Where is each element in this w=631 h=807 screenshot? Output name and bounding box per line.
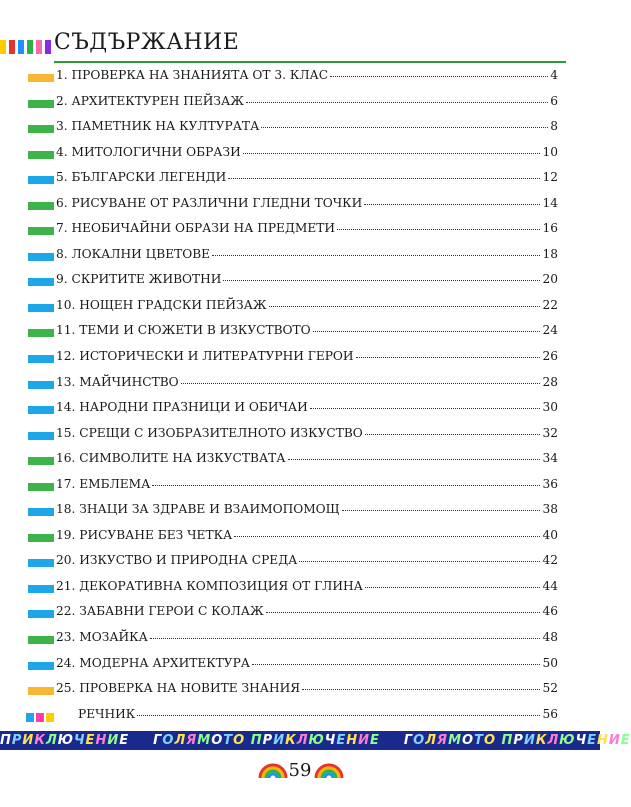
- toc-entry[interactable]: [0, 373, 600, 399]
- section-color-marker: [28, 406, 54, 414]
- section-color-marker: [28, 278, 54, 286]
- dot-leader: [313, 330, 541, 332]
- toc-entry-title: РЕЧНИК: [78, 706, 136, 721]
- toc-entry[interactable]: [0, 526, 600, 552]
- dot-leader: [288, 458, 541, 460]
- toc-entry-page: 38: [542, 502, 558, 517]
- toc-entry[interactable]: [0, 270, 600, 296]
- toc-entry-title: 13. МАЙЧИНСТВО: [56, 374, 179, 389]
- toc-entry[interactable]: [0, 449, 600, 475]
- color-stripe: [27, 40, 33, 54]
- toc-entry[interactable]: [0, 245, 600, 271]
- dot-leader: [243, 152, 541, 154]
- section-color-marker: [28, 687, 54, 695]
- toc-entry-page: 30: [542, 400, 558, 415]
- toc-entry-page: 34: [542, 451, 558, 466]
- dot-leader: [181, 382, 541, 384]
- toc-entry-page: 4: [550, 68, 558, 82]
- dot-leader: [150, 637, 541, 639]
- toc-entry[interactable]: [0, 117, 600, 143]
- dot-leader: [302, 688, 540, 690]
- toc-entry-page: 20: [542, 272, 558, 287]
- table-of-contents: [0, 66, 600, 730]
- toc-entry-title: 2. АРХИТЕКТУРЕН ПЕЙЗАЖ: [56, 93, 244, 108]
- page-footer: [0, 756, 600, 796]
- banner-word: ПРИКЛЮЧЕНИЕ: [0, 733, 130, 748]
- dot-leader: [234, 535, 540, 537]
- toc-entry-page: 36: [542, 476, 558, 491]
- toc-entry-title: 17. ЕМБЛЕМА: [56, 476, 151, 491]
- dot-leader: [228, 177, 540, 179]
- toc-entry-page: 40: [542, 527, 558, 542]
- dot-leader: [364, 203, 540, 205]
- toc-entry[interactable]: [0, 654, 600, 680]
- banner-word: ГОЛЯМОТО ПРИКЛЮЧЕНИЕ: [153, 733, 380, 748]
- toc-entry-page: 32: [542, 425, 558, 440]
- section-color-marker: [28, 559, 54, 567]
- toc-entry[interactable]: [0, 424, 600, 450]
- toc-entry-title: 12. ИСТОРИЧЕСКИ И ЛИТЕРАТУРНИ ГЕРОИ: [56, 349, 354, 364]
- section-color-marker: [28, 176, 54, 184]
- toc-entry[interactable]: [0, 577, 600, 603]
- toc-entry[interactable]: [0, 143, 600, 169]
- toc-entry[interactable]: [0, 321, 600, 347]
- toc-entry-page: 22: [542, 297, 558, 312]
- dot-leader: [261, 126, 548, 128]
- dot-leader: [252, 663, 540, 665]
- toc-entry-title: 21. ДЕКОРАТИВНА КОМПОЗИЦИЯ ОТ ГЛИНА: [56, 578, 363, 593]
- section-color-marker: [28, 227, 54, 235]
- toc-entry[interactable]: [0, 92, 600, 118]
- toc-entry-page: 42: [542, 553, 558, 568]
- dot-leader: [223, 279, 540, 281]
- section-color-marker: [28, 304, 54, 312]
- toc-entry-page: 44: [542, 578, 558, 593]
- section-color-marker: [28, 483, 54, 491]
- dot-leader: [246, 101, 548, 103]
- dot-leader: [365, 586, 541, 588]
- section-color-marker: [28, 329, 54, 337]
- toc-entry-page: 14: [542, 195, 558, 210]
- toc-entry[interactable]: [0, 705, 600, 731]
- toc-entry-title: 4. МИТОЛОГИЧНИ ОБРАЗИ: [56, 144, 241, 159]
- section-color-marker: [28, 534, 54, 542]
- rainbow-icon: [314, 760, 344, 778]
- dot-leader: [299, 560, 540, 562]
- toc-entry[interactable]: [0, 500, 600, 526]
- header-color-stripes: [0, 40, 51, 54]
- toc-entry-page: 24: [542, 323, 558, 338]
- section-color-marker: [28, 355, 54, 363]
- toc-entry-title: 25. ПРОВЕРКА НА НОВИТЕ ЗНАНИЯ: [56, 681, 301, 696]
- toc-entry-title: 18. ЗНАЦИ ЗА ЗДРАВЕ И ВЗАИМОПОМОЩ: [56, 502, 340, 517]
- toc-entry-title: 16. СИМВОЛИТЕ НА ИЗКУСТВАТА: [56, 451, 286, 466]
- dot-leader: [342, 509, 541, 511]
- toc-entry-title: 6. РИСУВАНЕ ОТ РАЗЛИЧНИ ГЛЕДНИ ТОЧКИ: [56, 195, 363, 210]
- page-title: СЪДЪРЖАНИЕ: [54, 30, 240, 55]
- toc-entry-title: 20. ИЗКУСТВО И ПРИРОДНА СРЕДА: [56, 553, 298, 568]
- dot-leader: [365, 433, 541, 435]
- toc-entry[interactable]: [0, 398, 600, 424]
- toc-entry-title: 14. НАРОДНИ ПРАЗНИЦИ И ОБИЧАИ: [56, 400, 308, 415]
- dot-leader: [269, 305, 541, 307]
- toc-entry[interactable]: [0, 602, 600, 628]
- toc-entry-page: 46: [542, 604, 558, 619]
- toc-entry-page: 16: [542, 221, 558, 236]
- toc-entry[interactable]: [0, 296, 600, 322]
- dot-leader: [330, 75, 548, 77]
- section-color-marker: [28, 100, 54, 108]
- section-color-marker: [28, 610, 54, 618]
- section-color-marker: [28, 381, 54, 389]
- toc-entry-title: 15. СРЕЩИ С ИЗОБРАЗИТЕЛНОТО ИЗКУСТВО: [56, 425, 363, 440]
- toc-entry-page: 6: [550, 93, 558, 108]
- toc-entry-title: 10. НОЩЕН ГРАДСКИ ПЕЙЗАЖ: [56, 297, 267, 312]
- toc-entry-page: 52: [542, 681, 558, 696]
- section-color-marker: [28, 457, 54, 465]
- toc-entry-page: 8: [550, 119, 558, 134]
- toc-entry-title: 8. ЛОКАЛНИ ЦВЕТОВЕ: [56, 246, 211, 261]
- dot-leader: [310, 407, 541, 409]
- glossary-marker-icon: [26, 713, 54, 722]
- section-color-marker: [28, 508, 54, 516]
- color-stripe: [9, 40, 15, 54]
- section-color-marker: [28, 253, 54, 261]
- toc-entry-title: 22. ЗАБАВНИ ГЕРОИ С КОЛАЖ: [56, 604, 264, 619]
- toc-entry[interactable]: [0, 628, 600, 654]
- toc-entry-title: 7. НЕОБИЧАЙНИ ОБРАЗИ НА ПРЕДМЕТИ: [56, 221, 335, 236]
- toc-entry-page: 12: [542, 170, 558, 185]
- toc-entry-title: 5. БЪЛГАРСКИ ЛЕГЕНДИ: [56, 170, 227, 185]
- dot-leader: [152, 484, 540, 486]
- toc-entry[interactable]: [0, 475, 600, 501]
- toc-entry-page: 56: [542, 706, 558, 721]
- title-underline: [54, 61, 566, 63]
- color-stripe: [0, 40, 6, 54]
- toc-entry[interactable]: [0, 679, 600, 705]
- section-color-marker: [28, 202, 54, 210]
- toc-entry-page: 18: [542, 246, 558, 261]
- dot-leader: [212, 254, 540, 256]
- toc-entry[interactable]: [0, 219, 600, 245]
- dot-leader: [137, 714, 540, 716]
- toc-entry-title: 3. ПАМЕТНИК НА КУЛТУРАТА: [56, 119, 260, 134]
- toc-entry-title: 1. ПРОВЕРКА НА ЗНАНИЯТА ОТ 3. КЛАС: [56, 68, 329, 82]
- dot-leader: [356, 356, 541, 358]
- toc-entry-page: 26: [542, 349, 558, 364]
- dot-leader: [337, 228, 540, 230]
- dot-leader: [266, 611, 541, 613]
- section-color-marker: [28, 151, 54, 159]
- section-color-marker: [28, 74, 54, 82]
- toc-entry-title: 23. МОЗАЙКА: [56, 630, 148, 645]
- page-number: 59: [288, 760, 312, 781]
- color-stripe: [18, 40, 24, 54]
- toc-entry-page: 28: [542, 374, 558, 389]
- color-stripe: [45, 40, 51, 54]
- toc-entry-title: 11. ТЕМИ И СЮЖЕТИ В ИЗКУСТВОТО: [56, 323, 311, 338]
- toc-entry-page: 48: [542, 630, 558, 645]
- toc-entry-page: 50: [542, 655, 558, 670]
- toc-entry-title: 24. МОДЕРНА АРХИТЕКТУРА: [56, 655, 251, 670]
- toc-entry-title: 19. РИСУВАНЕ БЕЗ ЧЕТКА: [56, 527, 233, 542]
- adventure-banner: [0, 731, 631, 750]
- toc-entry[interactable]: [0, 551, 600, 577]
- toc-entry[interactable]: [0, 168, 600, 194]
- section-color-marker: [28, 662, 54, 670]
- toc-entry-page: 10: [542, 144, 558, 159]
- section-color-marker: [28, 636, 54, 644]
- page-header: [0, 30, 600, 60]
- banner-word: ГОЛЯМОТО ПРИКЛЮЧЕНИЕ: [403, 733, 631, 748]
- toc-entry[interactable]: [0, 66, 600, 92]
- toc-entry[interactable]: [0, 347, 600, 373]
- section-color-marker: [28, 125, 54, 133]
- color-stripe: [36, 40, 42, 54]
- toc-entry-title: 9. СКРИТИТЕ ЖИВОТНИ: [56, 272, 222, 287]
- toc-entry[interactable]: [0, 194, 600, 220]
- section-color-marker: [28, 585, 54, 593]
- section-color-marker: [28, 432, 54, 440]
